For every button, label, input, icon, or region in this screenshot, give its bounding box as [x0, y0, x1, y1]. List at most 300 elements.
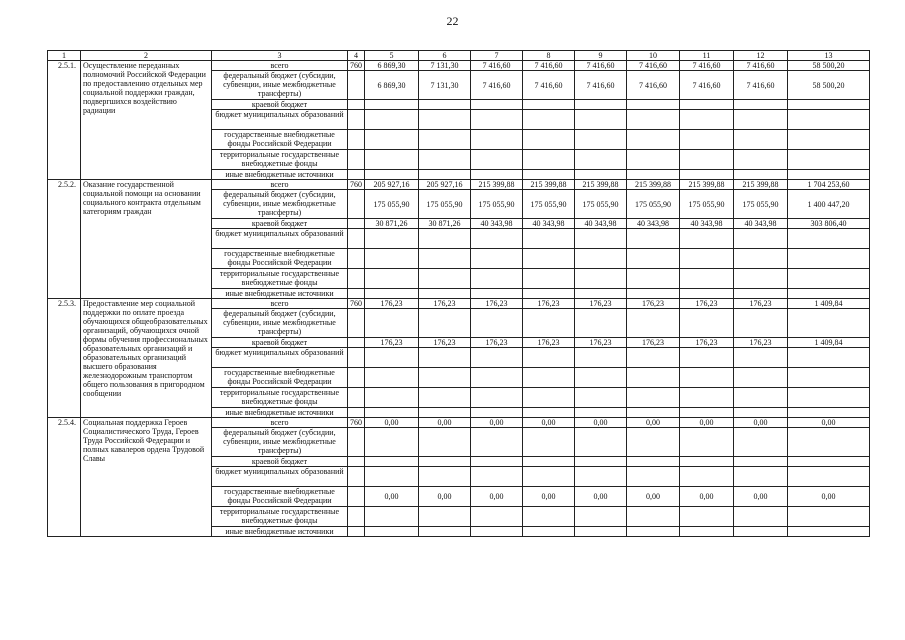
total-cell	[788, 507, 870, 527]
total-cell: 58 500,20	[788, 71, 870, 100]
value-cell	[734, 100, 788, 110]
value-cell: 176,23	[419, 299, 471, 309]
value-cell	[680, 467, 734, 487]
table-row	[48, 61, 870, 71]
value-cell: 7 131,30	[419, 71, 471, 100]
value-cell: 7 416,60	[471, 71, 523, 100]
value-cell	[419, 309, 471, 338]
value-cell	[365, 507, 419, 527]
header-cell: 6	[419, 51, 471, 61]
funding-source: всего	[212, 299, 348, 309]
code-cell	[348, 507, 365, 527]
value-cell: 7 416,60	[627, 61, 680, 71]
value-cell	[523, 229, 575, 249]
value-cell	[734, 309, 788, 338]
value-cell: 40 343,98	[680, 219, 734, 229]
value-cell	[365, 457, 419, 467]
value-cell: 176,23	[365, 299, 419, 309]
value-cell	[419, 150, 471, 170]
total-cell	[788, 388, 870, 408]
funding-source: всего	[212, 180, 348, 190]
code-cell	[348, 368, 365, 388]
funding-source: бюджет муниципальных образований	[212, 467, 348, 487]
value-cell	[575, 348, 627, 368]
value-cell	[471, 408, 523, 418]
value-cell	[365, 269, 419, 289]
value-cell	[734, 170, 788, 180]
value-cell: 215 399,88	[734, 180, 788, 190]
table-row	[48, 299, 870, 309]
value-cell: 176,23	[523, 338, 575, 348]
value-cell	[419, 249, 471, 269]
header-cell: 7	[471, 51, 523, 61]
total-cell	[788, 467, 870, 487]
value-cell: 176,23	[471, 299, 523, 309]
value-cell	[627, 368, 680, 388]
value-cell	[523, 467, 575, 487]
value-cell: 0,00	[575, 418, 627, 428]
value-cell	[734, 348, 788, 368]
value-cell	[471, 289, 523, 299]
value-cell	[627, 457, 680, 467]
value-cell: 175 055,90	[523, 190, 575, 219]
total-cell: 303 806,40	[788, 219, 870, 229]
value-cell: 7 416,60	[680, 71, 734, 100]
value-cell: 215 399,88	[471, 180, 523, 190]
code-cell	[348, 527, 365, 537]
value-cell	[471, 368, 523, 388]
value-cell: 30 871,26	[419, 219, 471, 229]
header-cell: 1	[48, 51, 81, 61]
value-cell	[680, 170, 734, 180]
value-cell: 7 416,60	[627, 71, 680, 100]
funding-source: федеральный бюджет (субсидии, субвенции, иные межбюджетные трансферты)	[212, 309, 348, 338]
value-cell	[471, 130, 523, 150]
value-cell	[627, 269, 680, 289]
value-cell	[575, 100, 627, 110]
value-cell: 176,23	[419, 338, 471, 348]
value-cell	[523, 527, 575, 537]
funding-source: иные внебюджетные источники	[212, 170, 348, 180]
total-cell	[788, 527, 870, 537]
section-name: Предоставление мер социальной поддержки по оплате проезда обучающихся общеобразовательных организаций, обучающихся очной формы обучения профессиональных образовательных организаций и образовательных организаций высшего образования железнодорожным транспортом общего пользования в пригородном сообщении	[81, 299, 212, 418]
total-cell	[788, 289, 870, 299]
value-cell: 0,00	[471, 487, 523, 507]
value-cell	[734, 457, 788, 467]
value-cell	[627, 100, 680, 110]
value-cell	[471, 467, 523, 487]
value-cell	[627, 150, 680, 170]
code-cell	[348, 309, 365, 338]
value-cell: 7 416,60	[575, 61, 627, 71]
value-cell	[575, 507, 627, 527]
value-cell	[365, 130, 419, 150]
value-cell: 175 055,90	[734, 190, 788, 219]
code-cell	[348, 219, 365, 229]
value-cell	[575, 467, 627, 487]
code-cell	[348, 71, 365, 100]
value-cell	[680, 507, 734, 527]
total-cell: 1 704 253,60	[788, 180, 870, 190]
value-cell	[471, 348, 523, 368]
value-cell	[680, 229, 734, 249]
value-cell	[575, 229, 627, 249]
value-cell	[471, 170, 523, 180]
header-row	[48, 51, 870, 61]
value-cell: 6 869,30	[365, 61, 419, 71]
value-cell	[419, 110, 471, 130]
value-cell	[471, 457, 523, 467]
header-cell: 9	[575, 51, 627, 61]
value-cell	[523, 507, 575, 527]
value-cell	[365, 408, 419, 418]
value-cell: 30 871,26	[365, 219, 419, 229]
value-cell	[680, 100, 734, 110]
funding-source: краевой бюджет	[212, 338, 348, 348]
value-cell	[523, 130, 575, 150]
value-cell	[365, 289, 419, 299]
value-cell	[523, 309, 575, 338]
value-cell	[419, 348, 471, 368]
value-cell	[575, 150, 627, 170]
total-cell: 1 409,84	[788, 338, 870, 348]
code-cell: 760	[348, 61, 365, 71]
funding-source: государственные внебюджетные фонды Российской Федерации	[212, 368, 348, 388]
funding-source: территориальные государственные внебюджетные фонды	[212, 388, 348, 408]
value-cell	[365, 110, 419, 130]
value-cell: 175 055,90	[365, 190, 419, 219]
value-cell	[734, 289, 788, 299]
total-cell	[788, 100, 870, 110]
value-cell	[523, 348, 575, 368]
value-cell	[627, 229, 680, 249]
code-cell: 760	[348, 418, 365, 428]
value-cell	[471, 428, 523, 457]
value-cell: 176,23	[680, 299, 734, 309]
value-cell: 0,00	[471, 418, 523, 428]
value-cell	[734, 507, 788, 527]
value-cell	[419, 368, 471, 388]
value-cell	[734, 368, 788, 388]
value-cell	[680, 388, 734, 408]
value-cell	[365, 249, 419, 269]
value-cell: 176,23	[471, 338, 523, 348]
value-cell	[365, 388, 419, 408]
value-cell	[419, 408, 471, 418]
value-cell	[734, 408, 788, 418]
value-cell: 0,00	[734, 418, 788, 428]
value-cell	[523, 289, 575, 299]
total-cell: 1 400 447,20	[788, 190, 870, 219]
value-cell: 40 343,98	[575, 219, 627, 229]
value-cell: 175 055,90	[627, 190, 680, 219]
value-cell	[365, 170, 419, 180]
value-cell: 0,00	[365, 487, 419, 507]
value-cell	[680, 249, 734, 269]
funding-source: краевой бюджет	[212, 457, 348, 467]
value-cell	[680, 348, 734, 368]
value-cell	[680, 527, 734, 537]
value-cell	[734, 130, 788, 150]
total-cell	[788, 170, 870, 180]
value-cell	[627, 289, 680, 299]
value-cell	[627, 408, 680, 418]
value-cell	[627, 527, 680, 537]
value-cell	[575, 170, 627, 180]
code-cell: 760	[348, 299, 365, 309]
total-cell	[788, 229, 870, 249]
page-number: 22	[446, 14, 459, 28]
code-cell	[348, 130, 365, 150]
value-cell	[365, 100, 419, 110]
funding-source: федеральный бюджет (субсидии, субвенции, иные межбюджетные трансферты)	[212, 71, 348, 100]
code-cell	[348, 457, 365, 467]
value-cell	[680, 150, 734, 170]
value-cell	[419, 100, 471, 110]
value-cell	[419, 269, 471, 289]
value-cell	[734, 229, 788, 249]
value-cell: 176,23	[734, 338, 788, 348]
total-cell: 1 409,84	[788, 299, 870, 309]
value-cell	[523, 269, 575, 289]
value-cell	[734, 467, 788, 487]
value-cell: 7 416,60	[523, 71, 575, 100]
funding-source: иные внебюджетные источники	[212, 527, 348, 537]
value-cell	[523, 170, 575, 180]
total-cell	[788, 309, 870, 338]
value-cell	[734, 110, 788, 130]
value-cell	[419, 388, 471, 408]
code-cell	[348, 487, 365, 507]
section-number: 2.5.1.	[48, 61, 81, 180]
section-name: Социальная поддержка Героев Социалистического Труда, Героев Труда Российской Федерации и полных кавалеров ордена Трудовой Славы	[81, 418, 212, 537]
value-cell	[471, 229, 523, 249]
value-cell	[575, 309, 627, 338]
value-cell	[419, 170, 471, 180]
value-cell: 0,00	[523, 418, 575, 428]
header-cell: 3	[212, 51, 348, 61]
value-cell	[471, 527, 523, 537]
total-cell	[788, 457, 870, 467]
code-cell	[348, 289, 365, 299]
funding-source: федеральный бюджет (субсидии, субвенции, иные межбюджетные трансферты)	[212, 428, 348, 457]
code-cell	[348, 249, 365, 269]
value-cell: 176,23	[627, 299, 680, 309]
value-cell	[680, 130, 734, 150]
total-cell	[788, 110, 870, 130]
value-cell	[627, 348, 680, 368]
value-cell: 6 869,30	[365, 71, 419, 100]
value-cell: 7 416,60	[523, 61, 575, 71]
value-cell: 175 055,90	[471, 190, 523, 219]
value-cell	[523, 428, 575, 457]
value-cell: 0,00	[575, 487, 627, 507]
funding-source: территориальные государственные внебюджетные фонды	[212, 269, 348, 289]
value-cell	[471, 269, 523, 289]
funding-source: бюджет муниципальных образований	[212, 229, 348, 249]
value-cell	[680, 309, 734, 338]
value-cell	[627, 110, 680, 130]
code-cell: 760	[348, 180, 365, 190]
value-cell	[471, 110, 523, 130]
value-cell	[575, 130, 627, 150]
value-cell	[419, 428, 471, 457]
value-cell	[365, 467, 419, 487]
funding-source: краевой бюджет	[212, 100, 348, 110]
value-cell	[365, 229, 419, 249]
header-cell: 13	[788, 51, 870, 61]
value-cell	[627, 467, 680, 487]
code-cell	[348, 428, 365, 457]
value-cell: 40 343,98	[471, 219, 523, 229]
value-cell	[523, 388, 575, 408]
total-cell	[788, 408, 870, 418]
value-cell: 40 343,98	[523, 219, 575, 229]
value-cell: 7 416,60	[734, 71, 788, 100]
value-cell	[734, 269, 788, 289]
header-cell: 4	[348, 51, 365, 61]
code-cell	[348, 348, 365, 368]
value-cell	[471, 309, 523, 338]
value-cell	[627, 388, 680, 408]
value-cell	[419, 289, 471, 299]
value-cell: 0,00	[523, 487, 575, 507]
value-cell: 0,00	[365, 418, 419, 428]
value-cell	[523, 110, 575, 130]
value-cell	[419, 229, 471, 249]
value-cell: 175 055,90	[680, 190, 734, 219]
value-cell	[575, 368, 627, 388]
code-cell	[348, 229, 365, 249]
value-cell	[523, 100, 575, 110]
value-cell	[365, 150, 419, 170]
value-cell	[419, 467, 471, 487]
value-cell: 176,23	[627, 338, 680, 348]
section-number: 2.5.3.	[48, 299, 81, 418]
code-cell	[348, 338, 365, 348]
total-cell	[788, 269, 870, 289]
value-cell	[419, 527, 471, 537]
code-cell	[348, 170, 365, 180]
value-cell: 175 055,90	[575, 190, 627, 219]
value-cell	[627, 249, 680, 269]
section-number: 2.5.4.	[48, 418, 81, 537]
value-cell: 175 055,90	[419, 190, 471, 219]
value-cell	[680, 408, 734, 418]
funding-source: федеральный бюджет (субсидии, субвенции, иные межбюджетные трансферты)	[212, 190, 348, 219]
funding-source: иные внебюджетные источники	[212, 408, 348, 418]
value-cell	[680, 368, 734, 388]
code-cell	[348, 388, 365, 408]
funding-source: бюджет муниципальных образований	[212, 348, 348, 368]
value-cell	[575, 388, 627, 408]
funding-source: всего	[212, 61, 348, 71]
value-cell	[471, 150, 523, 170]
header-cell: 11	[680, 51, 734, 61]
header-cell: 8	[523, 51, 575, 61]
value-cell	[734, 388, 788, 408]
value-cell: 215 399,88	[575, 180, 627, 190]
value-cell	[575, 289, 627, 299]
value-cell	[627, 309, 680, 338]
value-cell	[523, 457, 575, 467]
value-cell: 176,23	[734, 299, 788, 309]
code-cell	[348, 269, 365, 289]
value-cell	[419, 130, 471, 150]
value-cell: 0,00	[680, 487, 734, 507]
code-cell	[348, 408, 365, 418]
header-cell: 12	[734, 51, 788, 61]
value-cell: 0,00	[627, 487, 680, 507]
value-cell	[365, 348, 419, 368]
value-cell	[734, 249, 788, 269]
code-cell	[348, 110, 365, 130]
value-cell	[680, 110, 734, 130]
funding-source: иные внебюджетные источники	[212, 289, 348, 299]
value-cell: 205 927,16	[365, 180, 419, 190]
value-cell	[734, 527, 788, 537]
value-cell	[365, 527, 419, 537]
value-cell	[471, 249, 523, 269]
value-cell: 176,23	[575, 299, 627, 309]
value-cell	[680, 428, 734, 457]
value-cell	[575, 110, 627, 130]
value-cell: 7 131,30	[419, 61, 471, 71]
value-cell: 0,00	[419, 487, 471, 507]
value-cell	[680, 269, 734, 289]
total-cell	[788, 428, 870, 457]
funding-source: государственные внебюджетные фонды Российской Федерации	[212, 249, 348, 269]
value-cell: 215 399,88	[680, 180, 734, 190]
value-cell	[575, 269, 627, 289]
total-cell	[788, 150, 870, 170]
value-cell: 215 399,88	[627, 180, 680, 190]
value-cell: 176,23	[523, 299, 575, 309]
value-cell	[471, 507, 523, 527]
value-cell: 205 927,16	[419, 180, 471, 190]
value-cell	[575, 249, 627, 269]
total-cell	[788, 130, 870, 150]
value-cell	[365, 428, 419, 457]
budget-table	[47, 50, 870, 537]
value-cell	[523, 408, 575, 418]
section-name: Оказание государственной социальной помощи на основании социального контракта отдельным категориям граждан	[81, 180, 212, 299]
value-cell	[627, 130, 680, 150]
value-cell: 40 343,98	[627, 219, 680, 229]
value-cell: 40 343,98	[734, 219, 788, 229]
value-cell	[680, 289, 734, 299]
value-cell	[627, 507, 680, 527]
header-cell: 10	[627, 51, 680, 61]
total-cell: 58 500,20	[788, 61, 870, 71]
value-cell: 176,23	[680, 338, 734, 348]
value-cell	[734, 150, 788, 170]
value-cell	[365, 309, 419, 338]
table-row	[48, 180, 870, 190]
value-cell	[419, 457, 471, 467]
value-cell	[575, 457, 627, 467]
value-cell	[680, 457, 734, 467]
funding-source: территориальные государственные внебюджетные фонды	[212, 507, 348, 527]
value-cell	[471, 388, 523, 408]
funding-source: бюджет муниципальных образований	[212, 110, 348, 130]
funding-source: государственные внебюджетные фонды Российской Федерации	[212, 487, 348, 507]
value-cell	[365, 368, 419, 388]
value-cell	[575, 408, 627, 418]
value-cell	[627, 170, 680, 180]
value-cell: 0,00	[419, 418, 471, 428]
funding-source: государственные внебюджетные фонды Российской Федерации	[212, 130, 348, 150]
